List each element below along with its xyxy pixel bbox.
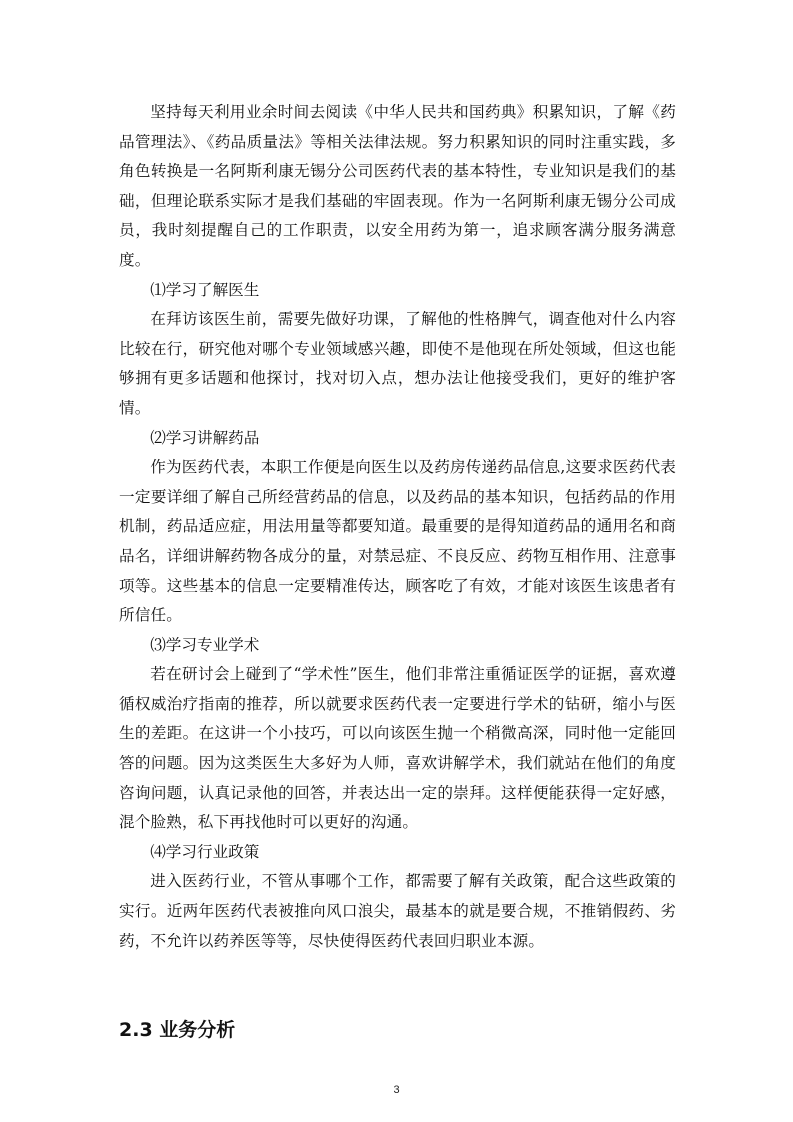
subheading-doctors: ⑴学习了解医生: [150, 280, 260, 299]
page-number: 3: [393, 1084, 400, 1096]
paragraph-policy: 进入医药行业，不管从事哪个工作，都需要了解有关政策，配合这些政策的实行。近两年医药代表被推向风口浪尖，最基本的就是要合规，不推销假药、劣药，不允许以药养医等等，尽快使得医药代表回归职业本源。: [119, 872, 676, 950]
subheading-academic: ⑶学习专业学术: [150, 635, 260, 654]
paragraph-doctors: 在拜访该医生前，需要先做好功课，了解他的性格脾气，调查他对什么内容比较在行，研究他对哪个专业领域感兴趣，即使不是他现在所处领域，但这也能够拥有更多话题和他探讨，找对切入点，想办法让他接受我们，更好的维护客情。: [119, 310, 676, 417]
subheading-drugs: ⑵学习讲解药品: [150, 428, 260, 447]
paragraph-academic: 若在研讨会上碰到了“学术性”医生，他们非常注重循证医学的证据，喜欢遵循权威治疗指南的推荐，所以就要求医药代表一定要进行学术的钻研，缩小与医生的差距。在这讲一个小技巧，可以向该医生抛一个稍微高深，同时他一定能回答的问题。因为这类医生大多好为人师，喜欢讲解学术，我们就站在他们的角度咨询问题，认真记录他的回答，并表达出一定的崇拜。这样便能获得一定好感，混个脸熟，私下再找他时可以更好的沟通。: [119, 665, 676, 832]
paragraph-intro: 坚持每天利用业余时间去阅读《中华人民共和国药典》积累知识，了解《药品管理法》、《药品质量法》等相关法律法规。努力积累知识的同时注重实践，多角色转换是一名阿斯利康无锡分公司医药代表的基本特性，专业知识是我们的基础，但理论联系实际才是我们基础的牢固表现。作为一名阿斯利康无锡分公司成员，我时刻提醒自己的工作职责，以安全用药为第一，追求顾客满分服务满意度。: [119, 103, 676, 269]
subheading-policy: ⑷学习行业政策: [150, 842, 260, 861]
paragraph-drugs: 作为医药代表，本职工作便是向医生以及药房传递药品信息,这要求医药代表一定要详细了解自己所经营药品的信息，以及药品的基本知识，包括药品的作用机制，药品适应症，用法用量等都要知道。最重要的是得知道药品的通用名和商品名，详细讲解药物各成分的量，对禁忌症、不良反应、药物互相作用、注意事项等。这些基本的信息一定要精准传达，顾客吃了有效，才能对该医生该患者有所信任。: [119, 458, 676, 625]
body-text: [119, 98, 676, 956]
section-title: 2.3 业务分析: [119, 1019, 236, 1041]
